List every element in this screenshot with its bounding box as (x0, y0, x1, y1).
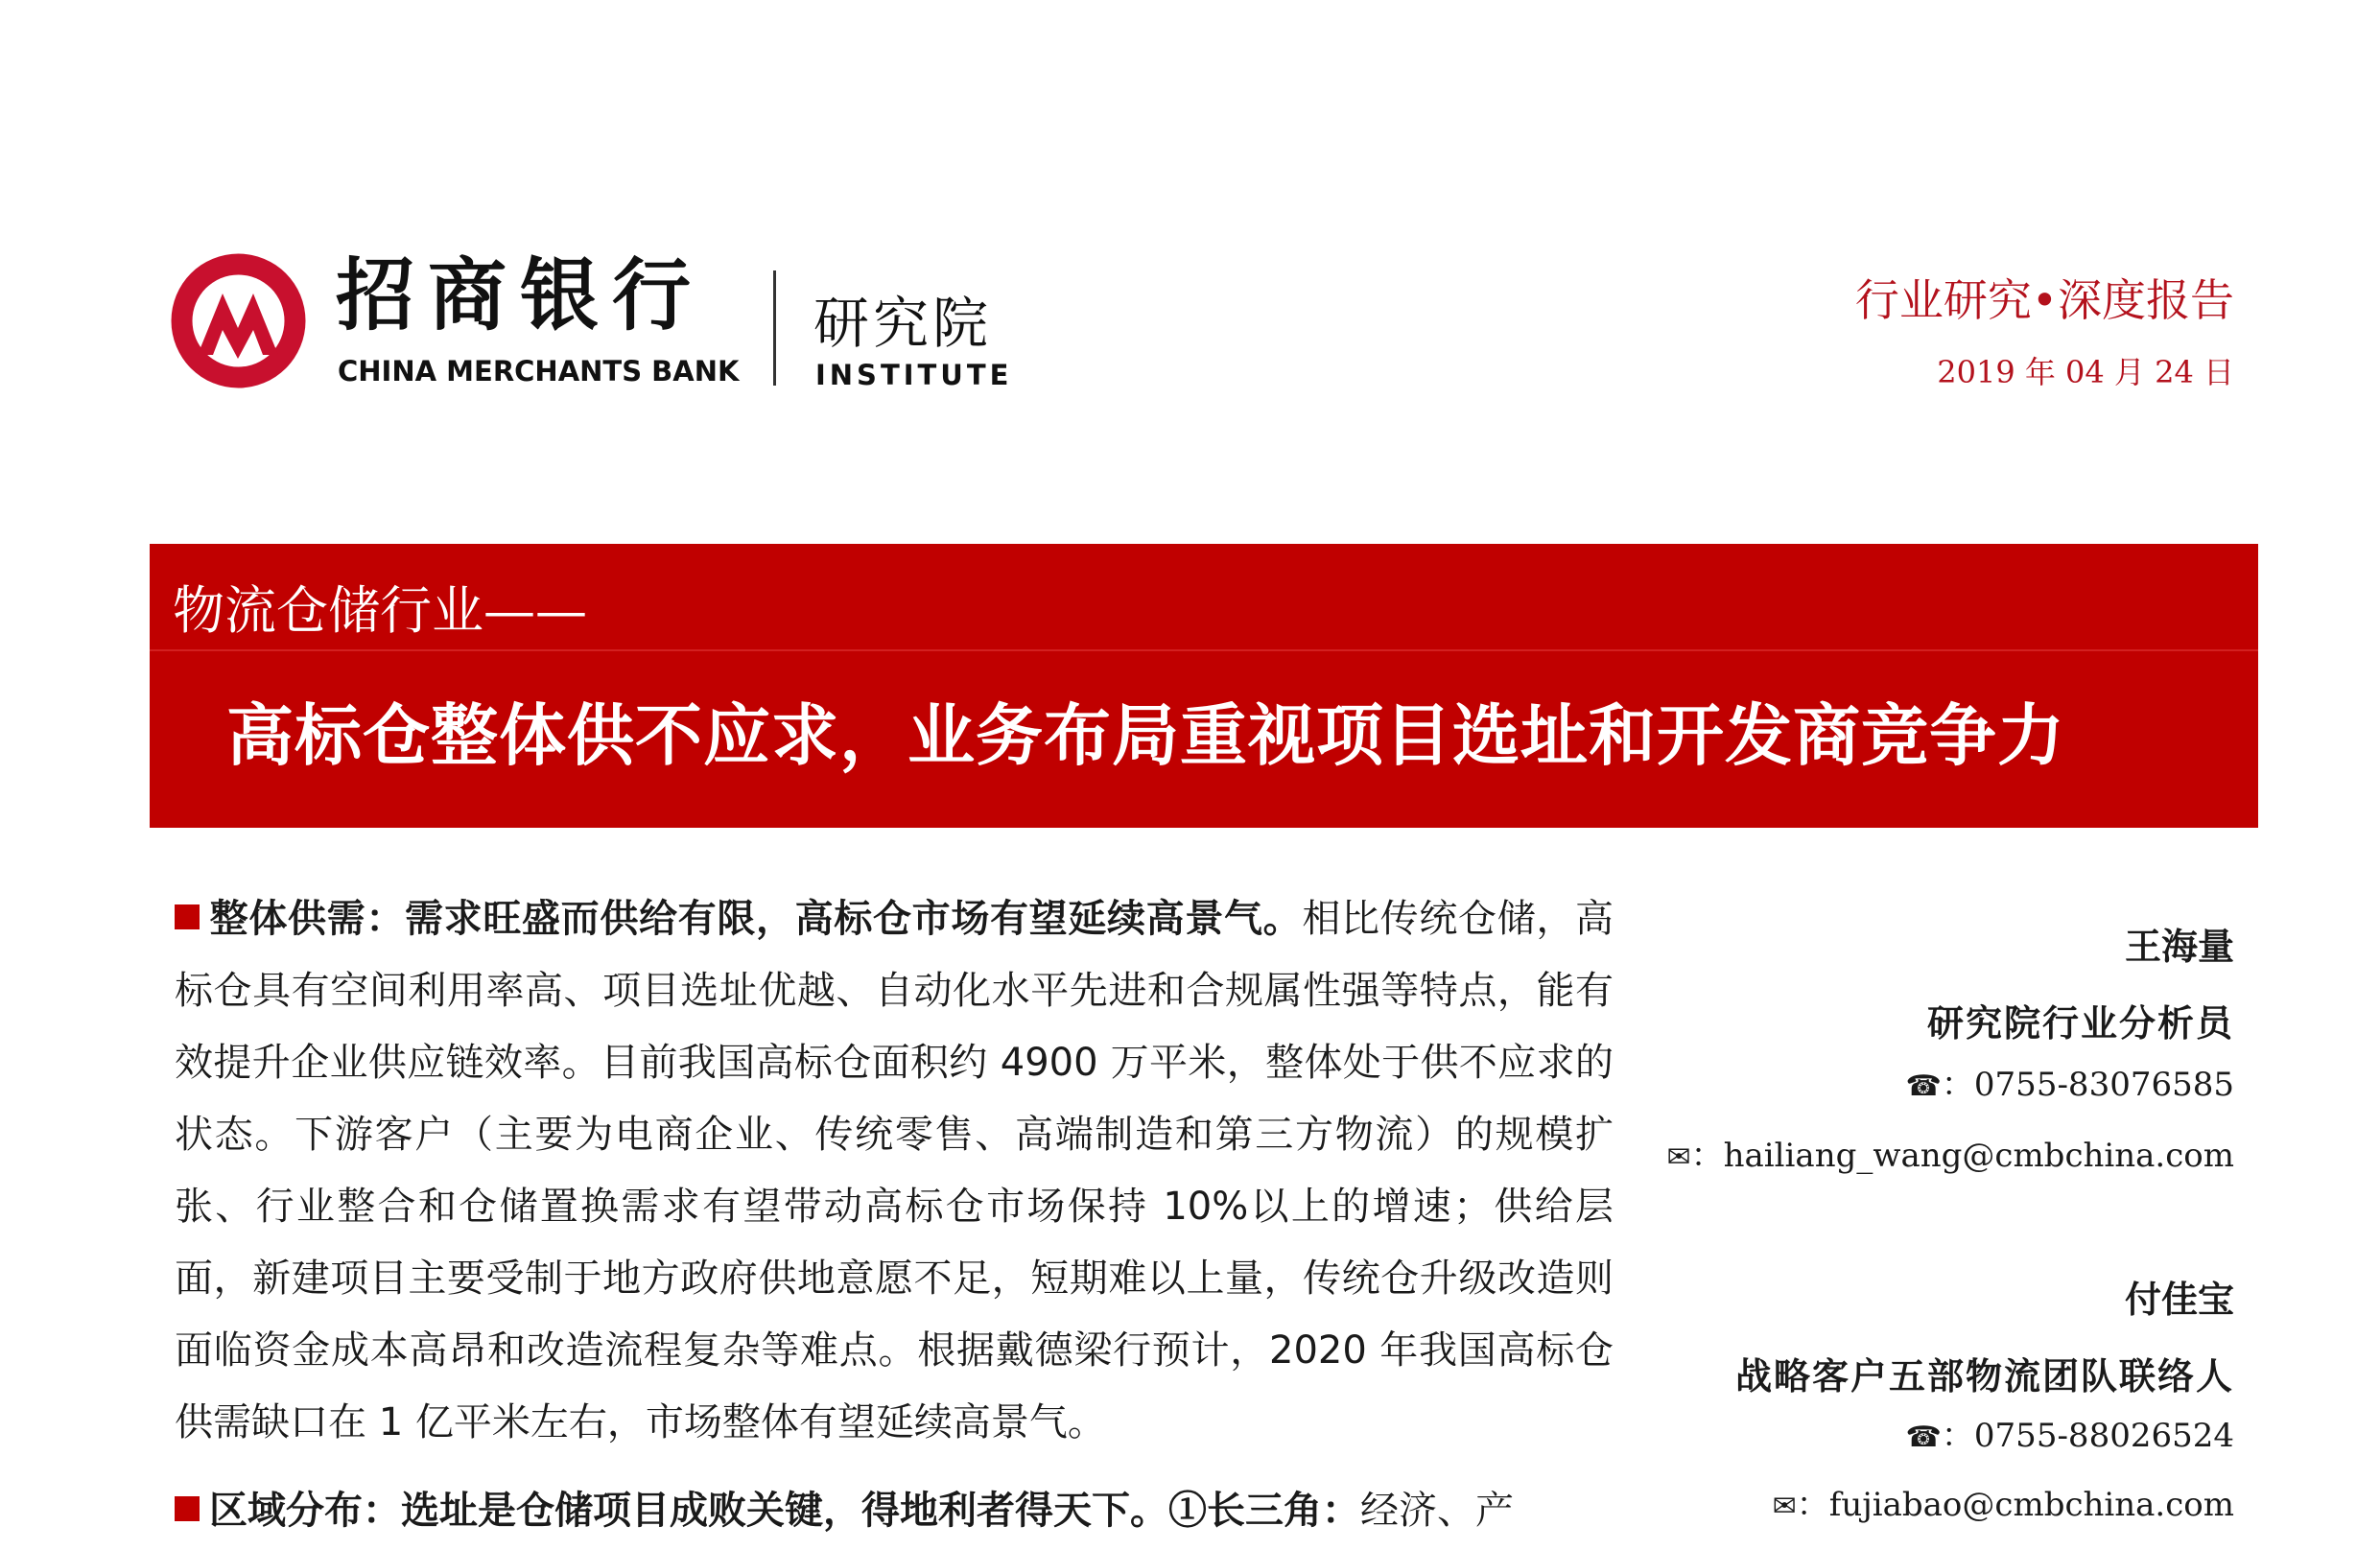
paragraph-text: 相比传统仓储，高标仓具有空间利用率高、项目选址优越、自动化水平先进和合规属性强等特点，能有效提升企业供应链效率。目前我国高标仓面积约 (175, 897, 1614, 1085)
paragraph-regional (175, 1474, 1614, 1547)
paragraph-text: 亿平米左右，市场整体有望延续高景气。 (403, 1400, 1106, 1444)
paragraph-text: 以上的增速；供给层面，新建项目主要受制于地方政府供地意愿不足，短期难以上量，传统仓升级改造则面临资金成本高昂和改造流程复杂等难点。根据戴德梁行预计， (175, 1185, 1614, 1373)
analyst-name: 付佳宝 (2124, 1278, 2234, 1321)
bullet-square-icon (175, 1496, 200, 1521)
report-type: 行业研究•深度报告 (1854, 274, 2234, 326)
brand-name-en: CHINA MERCHANTS BANK (338, 355, 740, 388)
mail-icon: ✉ (1666, 1140, 1691, 1174)
analyst-role: 战略客户五部物流团队联络人 (1734, 1354, 2234, 1397)
brand-name-cn: 招商银行 (336, 250, 705, 341)
logo-divider (773, 270, 776, 386)
bullet-square-icon (175, 904, 200, 929)
phone-number: ：0755-88026524 (1941, 1417, 2234, 1455)
report-body (175, 882, 1614, 1547)
analyst-role: 研究院行业分析员 (1926, 1001, 2234, 1045)
number-text: 1 (378, 1400, 404, 1444)
analyst-phone (1905, 1417, 2234, 1455)
paragraph-lead: 区域分布：选址是仓储项目成败关键，得地利者得天下。①长三角： (209, 1488, 1360, 1533)
email-address[interactable]: ：hailiang_wang@cmbchina.com (1690, 1137, 2234, 1175)
email-address[interactable]: ：fujiabao@cmbchina.com (1796, 1486, 2234, 1524)
cmb-logo-icon (169, 251, 308, 390)
report-date: 2019 年 04 月 24 日 (1937, 354, 2234, 390)
number-text: 4900 (1000, 1041, 1098, 1085)
institute-name-en: INSTITUTE (815, 359, 1013, 391)
analyst-name: 王海量 (2124, 925, 2234, 968)
phone-icon: ☎ (1905, 1069, 1942, 1103)
analyst-email (1772, 1486, 2234, 1524)
banner-subtitle: 物流仓储行业—— (173, 580, 587, 641)
paragraph-lead: 整体供需：需求旺盛而供给有限，高标仓市场有望延续高景气。 (209, 896, 1303, 941)
phone-number: ：0755-83076585 (1941, 1066, 2234, 1104)
paragraph-text: 万平米，整体处于供不应求的状态。下游客户（主要为电商企业、传统零售、高端制造和第三方物流）的规模扩张、行业整合和仓储置换需求有望带动高标仓市场保持 (175, 1041, 1614, 1229)
number-text: 2020 (1269, 1328, 1367, 1373)
mail-icon: ✉ (1772, 1490, 1797, 1523)
phone-icon: ☎ (1905, 1421, 1942, 1454)
analyst-phone (1905, 1066, 2234, 1104)
banner-title: 高标仓整体供不应求，业务布局重视项目选址和开发商竞争力 (226, 695, 2065, 775)
analyst-email (1666, 1137, 2235, 1175)
paragraph-supply-demand (175, 882, 1614, 1459)
institute-name-cn: 研究院 (813, 291, 993, 356)
number-text: 10% (1163, 1185, 1249, 1229)
paragraph-text: 年我国高标仓供需缺口在 (175, 1328, 1614, 1444)
banner-divider (150, 649, 2258, 651)
paragraph-text: 经济、产 (1360, 1489, 1514, 1533)
